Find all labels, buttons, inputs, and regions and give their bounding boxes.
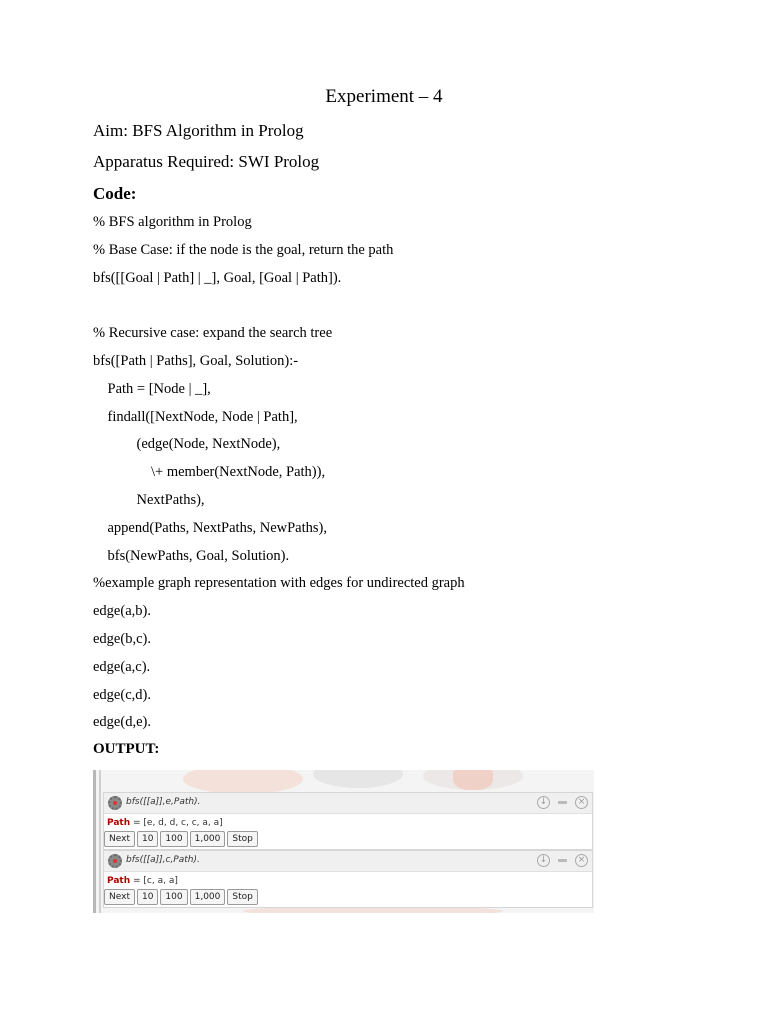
query-panel xyxy=(103,850,593,908)
code-line: NextPaths), xyxy=(93,492,205,508)
code-line: bfs([[Goal | Path] | _], Goal, [Goal | Path]). xyxy=(93,269,342,286)
code-line: bfs(NewPaths, Goal, Solution). xyxy=(93,547,290,564)
output-screenshot xyxy=(93,770,594,913)
aim-line: Aim: BFS Algorithm in Prolog xyxy=(93,121,304,140)
query-result xyxy=(107,818,223,828)
next-1000-button[interactable]: 1,000 xyxy=(190,831,226,847)
code-line: findall([NextNode, Node | Path], xyxy=(93,408,298,425)
divider xyxy=(99,770,101,913)
code-heading: Code: xyxy=(93,184,137,203)
minimize-icon[interactable] xyxy=(558,801,567,804)
code-line: \+ member(NextNode, Path)), xyxy=(93,464,326,481)
gear-icon[interactable] xyxy=(108,796,122,810)
result-variable: Path xyxy=(107,818,131,828)
query-header xyxy=(104,851,592,872)
code-line: Path = [Node | _], xyxy=(93,380,211,397)
gear-icon[interactable] xyxy=(108,854,122,868)
scrollbar-track xyxy=(93,770,96,913)
close-icon[interactable]: × xyxy=(575,854,588,867)
code-line: % Recursive case: expand the search tree xyxy=(93,325,333,342)
background-blur xyxy=(453,770,493,790)
next-10-button[interactable]: 10 xyxy=(137,889,158,905)
next-100-button[interactable]: 100 xyxy=(160,889,187,905)
code-line: edge(c,d). xyxy=(93,686,151,703)
query-panel xyxy=(103,792,593,850)
code-line: bfs([Path | Paths], Goal, Solution):- xyxy=(93,353,299,369)
output-heading: OUTPUT: xyxy=(93,741,160,757)
stop-button[interactable]: Stop xyxy=(227,831,257,847)
next-10-button[interactable]: 10 xyxy=(137,831,158,847)
apparatus-line: Apparatus Required: SWI Prolog xyxy=(93,152,320,171)
minimize-icon[interactable] xyxy=(558,859,567,862)
background-blur xyxy=(183,770,303,794)
query-buttons xyxy=(104,889,260,905)
code-line: % BFS algorithm in Prolog xyxy=(93,214,252,230)
code-line: edge(a,c). xyxy=(93,658,151,675)
download-icon[interactable]: ↓ xyxy=(537,796,550,809)
code-line: edge(b,c). xyxy=(93,631,151,647)
close-icon[interactable]: × xyxy=(575,796,588,809)
query-text: bfs([[a]],c,Path). xyxy=(126,855,200,865)
code-line: edge(a,b). xyxy=(93,603,151,620)
next-1000-button[interactable]: 1,000 xyxy=(190,889,226,905)
result-value: = [c, a, a] xyxy=(130,876,178,886)
page-title: Experiment – 4 xyxy=(325,86,443,107)
result-variable: Path xyxy=(107,876,131,886)
code-line: append(Paths, NextPaths, NewPaths), xyxy=(93,519,327,536)
query-buttons xyxy=(104,831,260,847)
result-value: = [e, d, d, c, c, a, a] xyxy=(130,818,223,828)
background-blur xyxy=(313,770,403,788)
next-button[interactable]: Next xyxy=(104,831,135,847)
download-icon[interactable]: ↓ xyxy=(537,854,550,867)
code-line: edge(d,e). xyxy=(93,714,151,731)
query-result xyxy=(107,876,178,886)
next-100-button[interactable]: 100 xyxy=(160,831,187,847)
next-button[interactable]: Next xyxy=(104,889,135,905)
code-line: %example graph representation with edges for undirected graph xyxy=(93,575,465,592)
query-header xyxy=(104,793,592,814)
code-line: % Base Case: if the node is the goal, return the path xyxy=(93,241,394,258)
stop-button[interactable]: Stop xyxy=(227,889,257,905)
query-text: bfs([[a]],e,Path). xyxy=(126,797,201,807)
code-line: (edge(Node, NextNode), xyxy=(93,436,281,453)
